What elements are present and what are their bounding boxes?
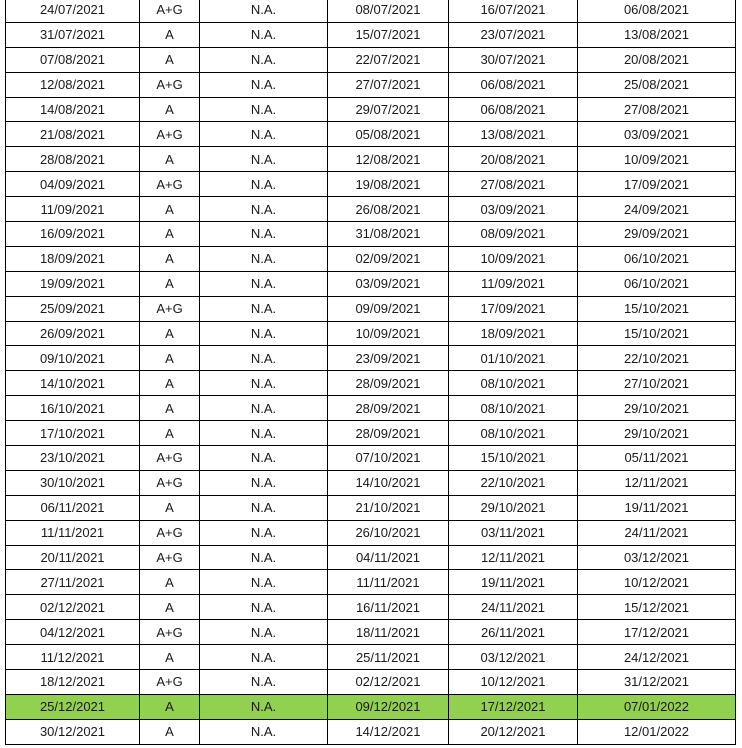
date-cell: 25/09/2021	[6, 296, 140, 321]
date-cell: 30/10/2021	[6, 470, 140, 495]
end-date-cell: 13/08/2021	[449, 122, 578, 147]
table-row	[6, 645, 736, 670]
end-date-cell: 18/09/2021	[449, 321, 578, 346]
date-cell: 18/09/2021	[6, 246, 140, 271]
end-date-cell: 27/08/2021	[449, 172, 578, 197]
na-cell: N.A.	[200, 645, 328, 670]
date-cell: 24/07/2021	[6, 0, 140, 22]
due-date-cell: 29/09/2021	[578, 222, 736, 247]
na-cell: N.A.	[200, 197, 328, 222]
end-date-cell: 08/10/2021	[449, 371, 578, 396]
type-cell: A	[140, 371, 200, 396]
end-date-cell: 10/09/2021	[449, 246, 578, 271]
date-cell: 20/11/2021	[6, 545, 140, 570]
start-date-cell: 02/09/2021	[328, 246, 449, 271]
schedule-table	[5, 0, 736, 745]
type-cell: A	[140, 595, 200, 620]
date-cell: 06/11/2021	[6, 495, 140, 520]
start-date-cell: 10/09/2021	[328, 321, 449, 346]
na-cell: N.A.	[200, 719, 328, 744]
schedule-table-container	[5, 0, 736, 745]
table-row	[6, 97, 736, 122]
type-cell: A	[140, 246, 200, 271]
type-cell: A	[140, 197, 200, 222]
date-cell: 14/08/2021	[6, 97, 140, 122]
due-date-cell: 12/01/2022	[578, 719, 736, 744]
start-date-cell: 28/09/2021	[328, 371, 449, 396]
start-date-cell: 07/10/2021	[328, 446, 449, 471]
start-date-cell: 02/12/2021	[328, 670, 449, 695]
start-date-cell: 18/11/2021	[328, 620, 449, 645]
start-date-cell: 08/07/2021	[328, 0, 449, 22]
start-date-cell: 28/09/2021	[328, 421, 449, 446]
start-date-cell: 05/08/2021	[328, 122, 449, 147]
type-cell: A	[140, 719, 200, 744]
na-cell: N.A.	[200, 495, 328, 520]
date-cell: 16/10/2021	[6, 396, 140, 421]
na-cell: N.A.	[200, 72, 328, 97]
table-row	[6, 719, 736, 744]
type-cell: A	[140, 22, 200, 47]
na-cell: N.A.	[200, 396, 328, 421]
end-date-cell: 24/11/2021	[449, 595, 578, 620]
date-cell: 17/10/2021	[6, 421, 140, 446]
date-cell: 19/09/2021	[6, 271, 140, 296]
na-cell: N.A.	[200, 421, 328, 446]
table-row	[6, 172, 736, 197]
start-date-cell: 14/10/2021	[328, 470, 449, 495]
end-date-cell: 11/09/2021	[449, 271, 578, 296]
date-cell: 23/10/2021	[6, 446, 140, 471]
start-date-cell: 16/11/2021	[328, 595, 449, 620]
start-date-cell: 29/07/2021	[328, 97, 449, 122]
type-cell: A+G	[140, 670, 200, 695]
start-date-cell: 31/08/2021	[328, 222, 449, 247]
end-date-cell: 16/07/2021	[449, 0, 578, 22]
due-date-cell: 27/08/2021	[578, 97, 736, 122]
date-cell: 07/08/2021	[6, 47, 140, 72]
date-cell: 14/10/2021	[6, 371, 140, 396]
date-cell: 26/09/2021	[6, 321, 140, 346]
date-cell: 18/12/2021	[6, 670, 140, 695]
date-cell: 04/09/2021	[6, 172, 140, 197]
table-row	[6, 570, 736, 595]
table-row	[6, 271, 736, 296]
due-date-cell: 22/10/2021	[578, 346, 736, 371]
date-cell: 09/10/2021	[6, 346, 140, 371]
end-date-cell: 08/10/2021	[449, 421, 578, 446]
table-row	[6, 122, 736, 147]
end-date-cell: 08/09/2021	[449, 222, 578, 247]
type-cell: A+G	[140, 446, 200, 471]
table-row	[6, 246, 736, 271]
start-date-cell: 21/10/2021	[328, 495, 449, 520]
end-date-cell: 17/12/2021	[449, 694, 578, 719]
start-date-cell: 25/11/2021	[328, 645, 449, 670]
start-date-cell: 19/08/2021	[328, 172, 449, 197]
due-date-cell: 05/11/2021	[578, 446, 736, 471]
due-date-cell: 10/12/2021	[578, 570, 736, 595]
end-date-cell: 06/08/2021	[449, 97, 578, 122]
start-date-cell: 03/09/2021	[328, 271, 449, 296]
type-cell: A	[140, 47, 200, 72]
type-cell: A	[140, 271, 200, 296]
date-cell: 27/11/2021	[6, 570, 140, 595]
start-date-cell: 23/09/2021	[328, 346, 449, 371]
due-date-cell: 13/08/2021	[578, 22, 736, 47]
start-date-cell: 26/08/2021	[328, 197, 449, 222]
end-date-cell: 26/11/2021	[449, 620, 578, 645]
end-date-cell: 20/08/2021	[449, 147, 578, 172]
due-date-cell: 12/11/2021	[578, 470, 736, 495]
end-date-cell: 03/11/2021	[449, 520, 578, 545]
due-date-cell: 17/12/2021	[578, 620, 736, 645]
table-row	[6, 396, 736, 421]
due-date-cell: 15/12/2021	[578, 595, 736, 620]
na-cell: N.A.	[200, 271, 328, 296]
na-cell: N.A.	[200, 172, 328, 197]
due-date-cell: 29/10/2021	[578, 396, 736, 421]
table-row	[6, 0, 736, 22]
type-cell: A+G	[140, 0, 200, 22]
end-date-cell: 03/09/2021	[449, 197, 578, 222]
type-cell: A	[140, 321, 200, 346]
na-cell: N.A.	[200, 694, 328, 719]
na-cell: N.A.	[200, 222, 328, 247]
date-cell: 31/07/2021	[6, 22, 140, 47]
table-row	[6, 197, 736, 222]
table-row	[6, 520, 736, 545]
due-date-cell: 15/10/2021	[578, 321, 736, 346]
due-date-cell: 03/09/2021	[578, 122, 736, 147]
na-cell: N.A.	[200, 47, 328, 72]
na-cell: N.A.	[200, 545, 328, 570]
date-cell: 30/12/2021	[6, 719, 140, 744]
end-date-cell: 01/10/2021	[449, 346, 578, 371]
table-row	[6, 371, 736, 396]
type-cell: A	[140, 396, 200, 421]
due-date-cell: 06/10/2021	[578, 271, 736, 296]
table-row	[6, 620, 736, 645]
type-cell: A	[140, 421, 200, 446]
type-cell: A+G	[140, 172, 200, 197]
type-cell: A	[140, 570, 200, 595]
due-date-cell: 10/09/2021	[578, 147, 736, 172]
na-cell: N.A.	[200, 246, 328, 271]
table-row	[6, 595, 736, 620]
end-date-cell: 08/10/2021	[449, 396, 578, 421]
na-cell: N.A.	[200, 371, 328, 396]
start-date-cell: 26/10/2021	[328, 520, 449, 545]
due-date-cell: 24/12/2021	[578, 645, 736, 670]
due-date-cell: 19/11/2021	[578, 495, 736, 520]
type-cell: A+G	[140, 72, 200, 97]
start-date-cell: 09/09/2021	[328, 296, 449, 321]
type-cell: A	[140, 222, 200, 247]
end-date-cell: 10/12/2021	[449, 670, 578, 695]
table-row-highlighted	[6, 694, 736, 719]
na-cell: N.A.	[200, 570, 328, 595]
na-cell: N.A.	[200, 446, 328, 471]
na-cell: N.A.	[200, 670, 328, 695]
due-date-cell: 20/08/2021	[578, 47, 736, 72]
type-cell: A	[140, 645, 200, 670]
start-date-cell: 27/07/2021	[328, 72, 449, 97]
due-date-cell: 17/09/2021	[578, 172, 736, 197]
date-cell: 11/12/2021	[6, 645, 140, 670]
end-date-cell: 19/11/2021	[449, 570, 578, 595]
na-cell: N.A.	[200, 346, 328, 371]
due-date-cell: 27/10/2021	[578, 371, 736, 396]
table-row	[6, 72, 736, 97]
na-cell: N.A.	[200, 321, 328, 346]
table-row	[6, 47, 736, 72]
date-cell: 04/12/2021	[6, 620, 140, 645]
table-row	[6, 222, 736, 247]
date-cell: 11/09/2021	[6, 197, 140, 222]
end-date-cell: 22/10/2021	[449, 470, 578, 495]
due-date-cell: 06/10/2021	[578, 246, 736, 271]
end-date-cell: 03/12/2021	[449, 645, 578, 670]
end-date-cell: 12/11/2021	[449, 545, 578, 570]
type-cell: A	[140, 495, 200, 520]
end-date-cell: 30/07/2021	[449, 47, 578, 72]
type-cell: A+G	[140, 470, 200, 495]
start-date-cell: 22/07/2021	[328, 47, 449, 72]
end-date-cell: 17/09/2021	[449, 296, 578, 321]
table-row	[6, 446, 736, 471]
na-cell: N.A.	[200, 595, 328, 620]
due-date-cell: 24/09/2021	[578, 197, 736, 222]
end-date-cell: 23/07/2021	[449, 22, 578, 47]
na-cell: N.A.	[200, 22, 328, 47]
type-cell: A+G	[140, 296, 200, 321]
start-date-cell: 15/07/2021	[328, 22, 449, 47]
date-cell: 25/12/2021	[6, 694, 140, 719]
type-cell: A	[140, 147, 200, 172]
date-cell: 21/08/2021	[6, 122, 140, 147]
date-cell: 28/08/2021	[6, 147, 140, 172]
type-cell: A+G	[140, 520, 200, 545]
start-date-cell: 04/11/2021	[328, 545, 449, 570]
end-date-cell: 06/08/2021	[449, 72, 578, 97]
type-cell: A	[140, 694, 200, 719]
table-row	[6, 545, 736, 570]
table-row	[6, 495, 736, 520]
due-date-cell: 25/08/2021	[578, 72, 736, 97]
date-cell: 02/12/2021	[6, 595, 140, 620]
table-row	[6, 470, 736, 495]
na-cell: N.A.	[200, 122, 328, 147]
na-cell: N.A.	[200, 620, 328, 645]
due-date-cell: 31/12/2021	[578, 670, 736, 695]
due-date-cell: 07/01/2022	[578, 694, 736, 719]
date-cell: 12/08/2021	[6, 72, 140, 97]
start-date-cell: 14/12/2021	[328, 719, 449, 744]
start-date-cell: 28/09/2021	[328, 396, 449, 421]
due-date-cell: 15/10/2021	[578, 296, 736, 321]
due-date-cell: 24/11/2021	[578, 520, 736, 545]
type-cell: A+G	[140, 122, 200, 147]
table-row	[6, 22, 736, 47]
start-date-cell: 09/12/2021	[328, 694, 449, 719]
table-row	[6, 321, 736, 346]
na-cell: N.A.	[200, 97, 328, 122]
end-date-cell: 20/12/2021	[449, 719, 578, 744]
na-cell: N.A.	[200, 470, 328, 495]
table-row	[6, 670, 736, 695]
type-cell: A	[140, 97, 200, 122]
due-date-cell: 06/08/2021	[578, 0, 736, 22]
date-cell: 11/11/2021	[6, 520, 140, 545]
na-cell: N.A.	[200, 147, 328, 172]
end-date-cell: 29/10/2021	[449, 495, 578, 520]
na-cell: N.A.	[200, 520, 328, 545]
table-row	[6, 421, 736, 446]
due-date-cell: 29/10/2021	[578, 421, 736, 446]
type-cell: A	[140, 346, 200, 371]
na-cell: N.A.	[200, 296, 328, 321]
date-cell: 16/09/2021	[6, 222, 140, 247]
start-date-cell: 11/11/2021	[328, 570, 449, 595]
table-row	[6, 296, 736, 321]
table-row	[6, 147, 736, 172]
start-date-cell: 12/08/2021	[328, 147, 449, 172]
type-cell: A+G	[140, 620, 200, 645]
table-row	[6, 346, 736, 371]
due-date-cell: 03/12/2021	[578, 545, 736, 570]
type-cell: A+G	[140, 545, 200, 570]
end-date-cell: 15/10/2021	[449, 446, 578, 471]
na-cell: N.A.	[200, 0, 328, 22]
schedule-table-body	[6, 0, 736, 744]
